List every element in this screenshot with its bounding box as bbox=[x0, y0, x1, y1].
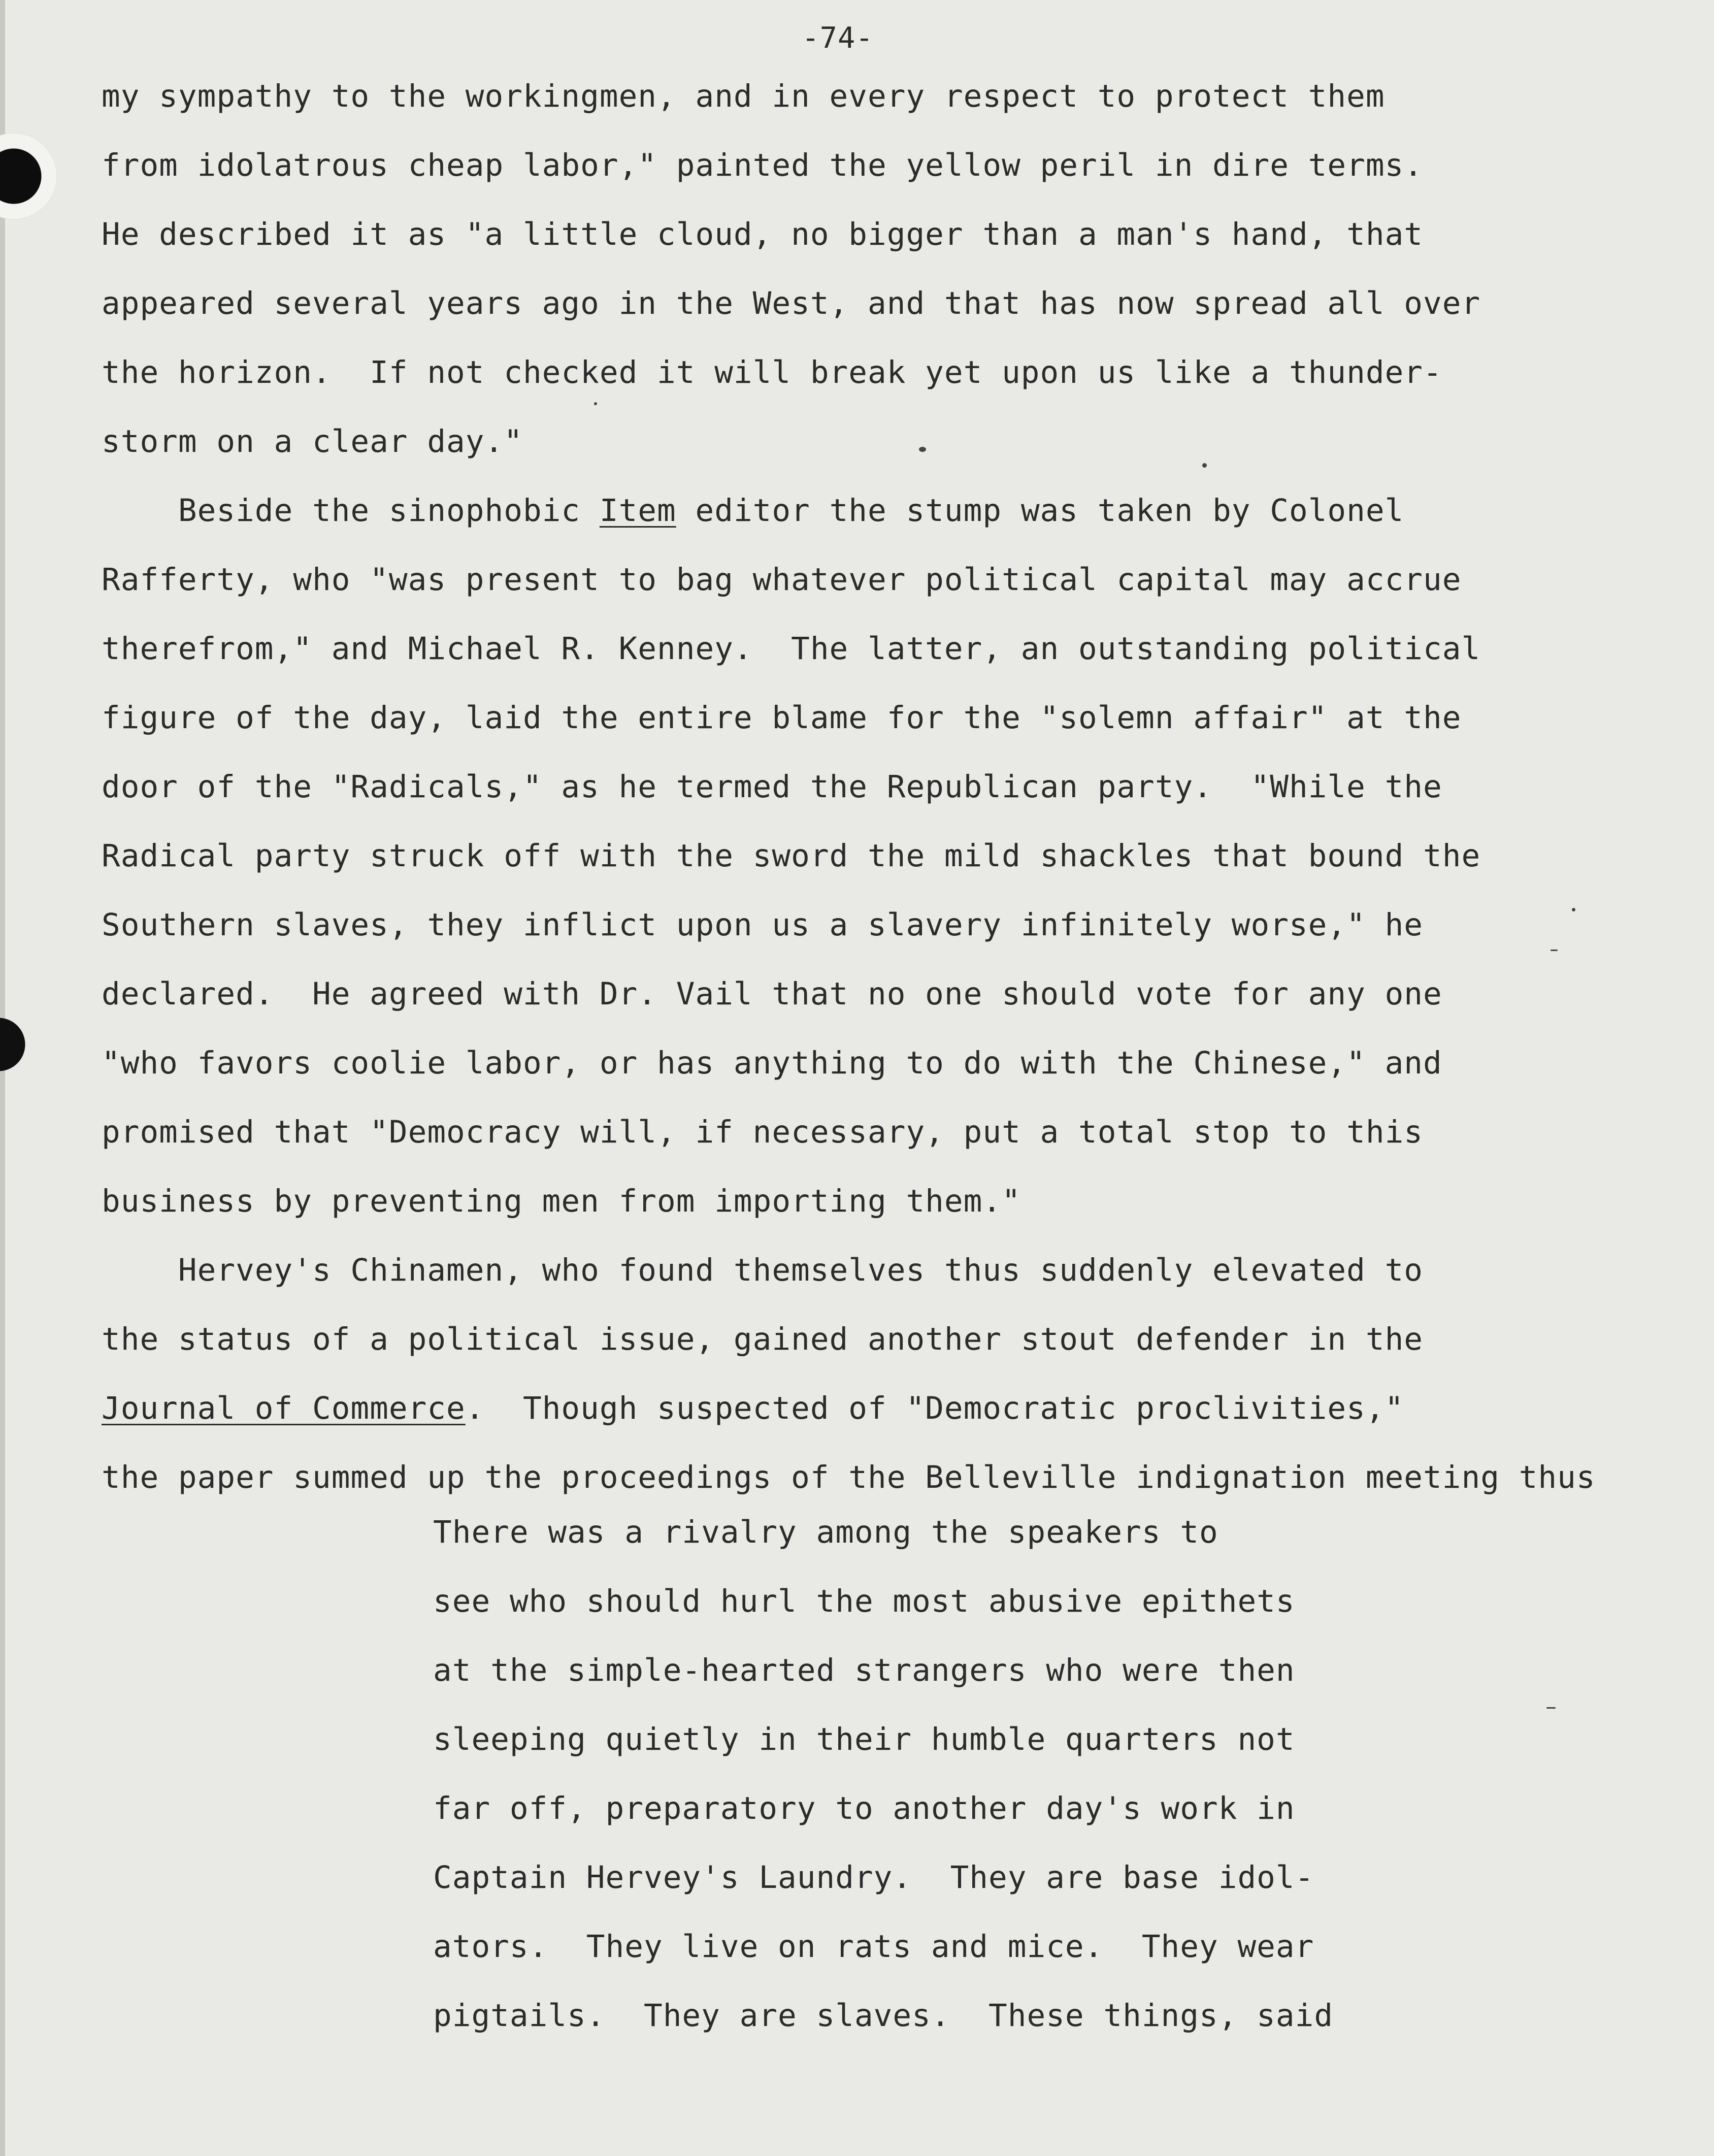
quote-line: far off, preparatory to another day's work in bbox=[433, 1790, 1295, 1826]
body-line-item bbox=[102, 476, 1701, 545]
body-line: from idolatrous cheap labor," painted the yellow peril in dire terms. bbox=[102, 147, 1424, 183]
quote-line: ators. They live on rats and mice. They wear bbox=[433, 1929, 1314, 1965]
body-line-tail: . Though suspected of "Democratic proclivities," bbox=[465, 1390, 1404, 1426]
ink-speck bbox=[1572, 908, 1575, 911]
quote-line: pigtails. They are slaves. These things, said bbox=[433, 1998, 1334, 2034]
ink-speck bbox=[919, 447, 926, 452]
item-title: Item bbox=[599, 493, 676, 529]
body-line: door of the "Radicals," as he termed the Republican party. "While the bbox=[102, 769, 1442, 805]
body-text bbox=[102, 62, 1701, 1512]
journal-title: Journal of Commerce bbox=[102, 1390, 466, 1426]
ink-speck bbox=[1551, 950, 1558, 951]
ink-speck bbox=[1202, 463, 1207, 468]
body-line: business by preventing men from importing them." bbox=[102, 1183, 1021, 1219]
body-line: Hervey's Chinamen, who found themselves thus suddenly elevated to bbox=[102, 1252, 1424, 1288]
binder-hole-top bbox=[0, 133, 57, 219]
body-line: my sympathy to the workingmen, and in every respect to protect them bbox=[102, 78, 1385, 114]
body-line-tail: editor the stump was taken by Colonel bbox=[676, 493, 1404, 529]
body-line: therefrom," and Michael R. Kenney. The latter, an outstanding political bbox=[102, 631, 1481, 667]
body-line: He described it as "a little cloud, no bigger than a man's hand, that bbox=[102, 216, 1424, 252]
quote-line: Captain Hervey's Laundry. They are base idol- bbox=[433, 1859, 1314, 1896]
body-line: declared. He agreed with Dr. Vail that no one should vote for any one bbox=[102, 976, 1442, 1012]
body-line-lead: Beside the sinophobic bbox=[102, 493, 600, 529]
body-line: the horizon. If not checked it will break yet upon us like a thunder- bbox=[102, 354, 1442, 390]
quote-line: sleeping quietly in their humble quarters not bbox=[433, 1721, 1295, 1757]
body-line: figure of the day, laid the entire blame for the "solemn affair" at the bbox=[102, 700, 1462, 736]
page-number: -74- bbox=[802, 21, 874, 55]
ink-speck bbox=[1546, 1707, 1556, 1709]
quote-line: see who should hurl the most abusive epithets bbox=[433, 1583, 1295, 1619]
body-line: Southern slaves, they inflict upon us a slavery infinitely worse," he bbox=[102, 907, 1424, 943]
body-line: Radical party struck off with the sword the mild shackles that bound the bbox=[102, 838, 1481, 874]
body-line: appeared several years ago in the West, and that has now spread all over bbox=[102, 285, 1481, 321]
binder-hole-middle bbox=[0, 1001, 42, 1088]
body-line: "who favors coolie labor, or has anything to do with the Chinese," and bbox=[102, 1045, 1442, 1081]
quote-line: at the simple-hearted strangers who were then bbox=[433, 1652, 1295, 1688]
ink-speck bbox=[594, 402, 597, 405]
body-line: Rafferty, who "was present to bag whatever political capital may accrue bbox=[102, 562, 1462, 598]
body-line: promised that "Democracy will, if necessary, put a total stop to this bbox=[102, 1114, 1424, 1150]
body-line: the paper summed up the proceedings of the Belleville indignation meeting thus bbox=[102, 1459, 1596, 1495]
quote-line: There was a rivalry among the speakers to bbox=[433, 1514, 1218, 1550]
block-quote bbox=[433, 1498, 1550, 2050]
body-line: storm on a clear day." bbox=[102, 423, 523, 460]
body-line: the status of a political issue, gained another stout defender in the bbox=[102, 1321, 1424, 1357]
body-line-journal bbox=[102, 1374, 1701, 1443]
